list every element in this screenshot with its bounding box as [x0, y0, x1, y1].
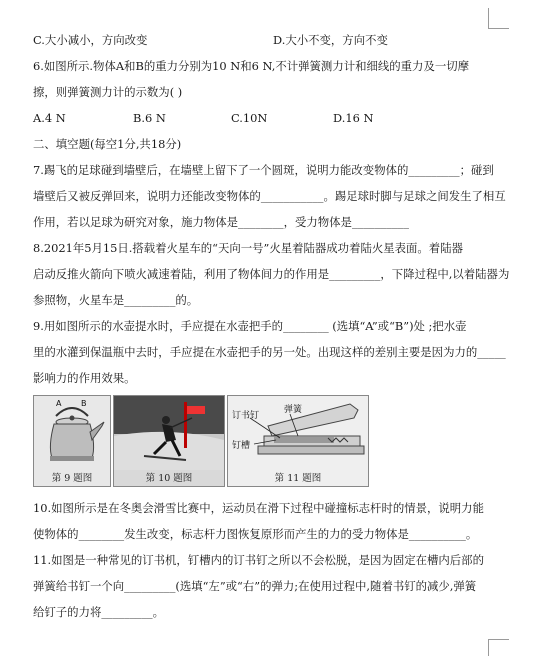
figure-9-kettle — [33, 395, 111, 487]
figure-9-caption: 第 9 题图 — [51, 473, 93, 484]
crop-mark-top-right — [488, 8, 509, 29]
q6-option-c: C.10N — [231, 111, 268, 125]
q8-line-2: 启动反推火箭向下喷火减速着陆，利用了物体间力的作用是_________，下降过程中,以着陆器为 — [33, 267, 510, 281]
q7-line-3: 作用，若以足球为研究对象，施力物体是________，受力物体是__________ — [33, 215, 409, 229]
stapler-illustration — [228, 396, 368, 470]
q11-line-1: 11.如图是一种常见的订书机，钉槽内的订书钉之所以不会松脱，是因为固定在槽内后部的 — [33, 553, 484, 567]
figure-11-caption: 第 11 题图 — [274, 473, 322, 484]
q6-option-a: A.4 N — [33, 111, 66, 125]
q5-option-d: D.大小不变，方向不变 — [273, 33, 388, 47]
figure-10-skier — [113, 395, 225, 487]
q6-options-row — [33, 110, 499, 126]
stapler-label-spring: 弹簧 — [284, 405, 303, 415]
q7-line-1: 7.踢飞的足球碰到墙壁后，在墙壁上留下了一个圆斑，说明力能改变物体的_________；碰到 — [33, 163, 494, 177]
kettle-illustration — [34, 396, 110, 470]
kettle-label-b: B — [81, 399, 87, 408]
skier-photo-illustration — [114, 396, 224, 470]
stapler-label-groove: 钉槽 — [232, 441, 251, 451]
q10-line-2: 使物体的________发生改变，标志杆力图恢复原形而产生的力的受力物体是__________。 — [33, 527, 478, 541]
q6-stem-line-2: 擦，则弹簧测力计的示数为( ) — [33, 85, 183, 99]
q9-line-3: 影响力的作用效果。 — [33, 371, 136, 385]
q6-stem-line-1: 6.如图所示.物体A和B的重力分别为10 N和6 N,不计弹簧测力计和细线的重力及一切摩 — [33, 59, 470, 73]
figure-10-caption: 第 10 题图 — [145, 473, 193, 484]
kettle-label-a: A — [56, 399, 62, 408]
figure-11-stapler — [227, 395, 369, 487]
q11-line-3: 给钉子的力将_________。 — [33, 605, 164, 619]
q11-line-2: 弹簧给书钉一个向_________(选填“左”或“右”的弹力;在使用过程中,随着书钉的减少,弹簧 — [33, 579, 477, 593]
q10-line-1: 10.如图所示是在冬奥会滑雪比赛中，运动员在滑下过程中碰撞标志杆时的情景，说明力能 — [33, 501, 484, 515]
q8-line-3: 参照物，火星车是_________的。 — [33, 293, 199, 307]
q6-option-d: D.16 N — [333, 111, 374, 125]
q9-line-1: 9.用如图所示的水壶提水时，手应提在水壶把手的________ (选填“A”或“B”)处 ;把水壶 — [33, 319, 467, 333]
figures-row — [33, 395, 368, 487]
stapler-label-nail: 订书钉 — [232, 411, 260, 421]
q9-line-2: 里的水灌到保温瓶中去时，手应提在水壶把手的另一处。出现这样的差别主要是因为力的_____ — [33, 345, 506, 359]
section-fill-in-heading: 二、填空题(每空1分,共18分) — [33, 137, 182, 151]
q8-line-1: 8.2021年5月15日.搭载着火星车的“天向一号”火星着陆器成功着陆火星表面。着陆器 — [33, 241, 463, 255]
q7-line-2: 墙壁后又被反弹回来，说明力还能改变物体的___________。踢足球时脚与足球之间发生了相互 — [33, 189, 506, 203]
crop-mark-bottom-right — [488, 639, 509, 656]
q5-option-c: C.大小减小，方向改变 — [33, 33, 148, 47]
q6-option-b: B.6 N — [133, 111, 166, 125]
